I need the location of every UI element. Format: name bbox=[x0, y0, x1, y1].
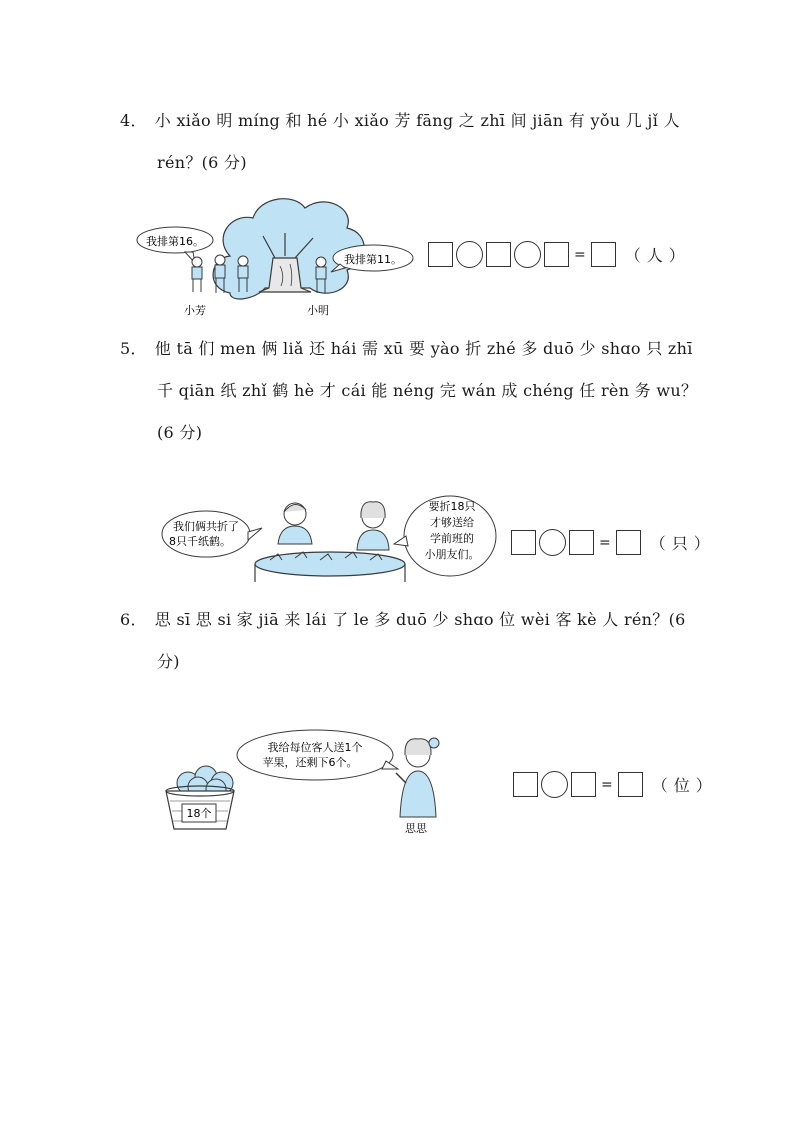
answer-box[interactable] bbox=[544, 242, 569, 267]
operator-circle[interactable] bbox=[514, 241, 541, 268]
question-text: 思 sī 思 si 家 jiā 来 lái 了 le 多 duō 少 shɑo 位 wèi 客 kè 人 rén？(6 bbox=[154, 610, 686, 629]
question-number: 5． bbox=[120, 339, 147, 358]
paper-crane-illustration bbox=[160, 492, 500, 592]
question-number: 4． bbox=[120, 111, 147, 130]
answer-box[interactable] bbox=[486, 242, 511, 267]
equals-sign: = bbox=[574, 246, 586, 263]
equals-sign: = bbox=[599, 534, 611, 551]
bubble-right-line-3: 学前班的 bbox=[430, 532, 474, 545]
bubble-right-line-1: 要折18只 bbox=[428, 500, 476, 513]
question-number: 6． bbox=[120, 610, 147, 629]
question-5-line-3: (6 分) bbox=[157, 423, 203, 442]
answer-box[interactable] bbox=[511, 530, 536, 555]
basket-label: 18个 bbox=[186, 807, 212, 820]
answer-equation-6 bbox=[513, 771, 718, 798]
question-5-line-1 bbox=[120, 336, 693, 359]
apple-basket-illustration bbox=[160, 725, 460, 840]
label-xiaoming: 小明 bbox=[307, 304, 329, 317]
bubble-right-line-4: 小朋友们。 bbox=[424, 548, 480, 561]
operator-circle[interactable] bbox=[539, 529, 566, 556]
label-xiaofang: 小芳 bbox=[184, 304, 206, 317]
question-text: 他 tā 们 men 俩 liǎ 还 hái 需 xū 要 yào 折 zhé 多 duō 少 shɑo 只 zhī bbox=[154, 339, 693, 358]
answer-equation-5 bbox=[511, 529, 716, 556]
result-box[interactable] bbox=[618, 772, 643, 797]
tree-queue-illustration bbox=[135, 188, 425, 320]
answer-equation-4 bbox=[428, 241, 691, 268]
question-4-line-2: rén？(6 分) bbox=[157, 153, 247, 172]
result-box[interactable] bbox=[591, 242, 616, 267]
unit-label: （人） bbox=[624, 246, 691, 265]
bubble-line-2: 苹果，还剩下6个。 bbox=[262, 756, 358, 769]
bubble-left-text: 我排第16。 bbox=[146, 235, 204, 248]
unit-label: （只） bbox=[649, 534, 716, 553]
bubble-left-line-2: 8只千纸鹤。 bbox=[169, 535, 231, 548]
answer-box[interactable] bbox=[571, 772, 596, 797]
equals-sign: = bbox=[601, 776, 613, 793]
question-text: 小 xiǎo 明 míng 和 hé 小 xiǎo 芳 fāng 之 zhī 间 jiān 有 yǒu 几 jǐ 人 bbox=[154, 111, 680, 130]
bubble-left-line-1: 我们俩共折了 bbox=[173, 520, 239, 533]
label-sisi: 思思 bbox=[405, 822, 427, 835]
operator-circle[interactable] bbox=[456, 241, 483, 268]
operator-circle[interactable] bbox=[541, 771, 568, 798]
answer-box[interactable] bbox=[428, 242, 453, 267]
unit-label: （位） bbox=[651, 776, 718, 795]
question-6-line-1 bbox=[120, 607, 686, 630]
bubble-right-text: 我排第11。 bbox=[344, 253, 402, 266]
question-4-line-1 bbox=[120, 108, 680, 131]
question-6-line-2: 分) bbox=[157, 652, 180, 671]
result-box[interactable] bbox=[616, 530, 641, 555]
bubble-right-line-2: 才够送给 bbox=[430, 516, 474, 529]
answer-box[interactable] bbox=[513, 772, 538, 797]
bubble-line-1: 我给每位客人送1个 bbox=[267, 741, 363, 754]
answer-box[interactable] bbox=[569, 530, 594, 555]
question-5-line-2: 千 qiān 纸 zhǐ 鹤 hè 才 cái 能 néng 完 wán 成 chéng 任 rèn 务 wu？ bbox=[157, 381, 698, 400]
